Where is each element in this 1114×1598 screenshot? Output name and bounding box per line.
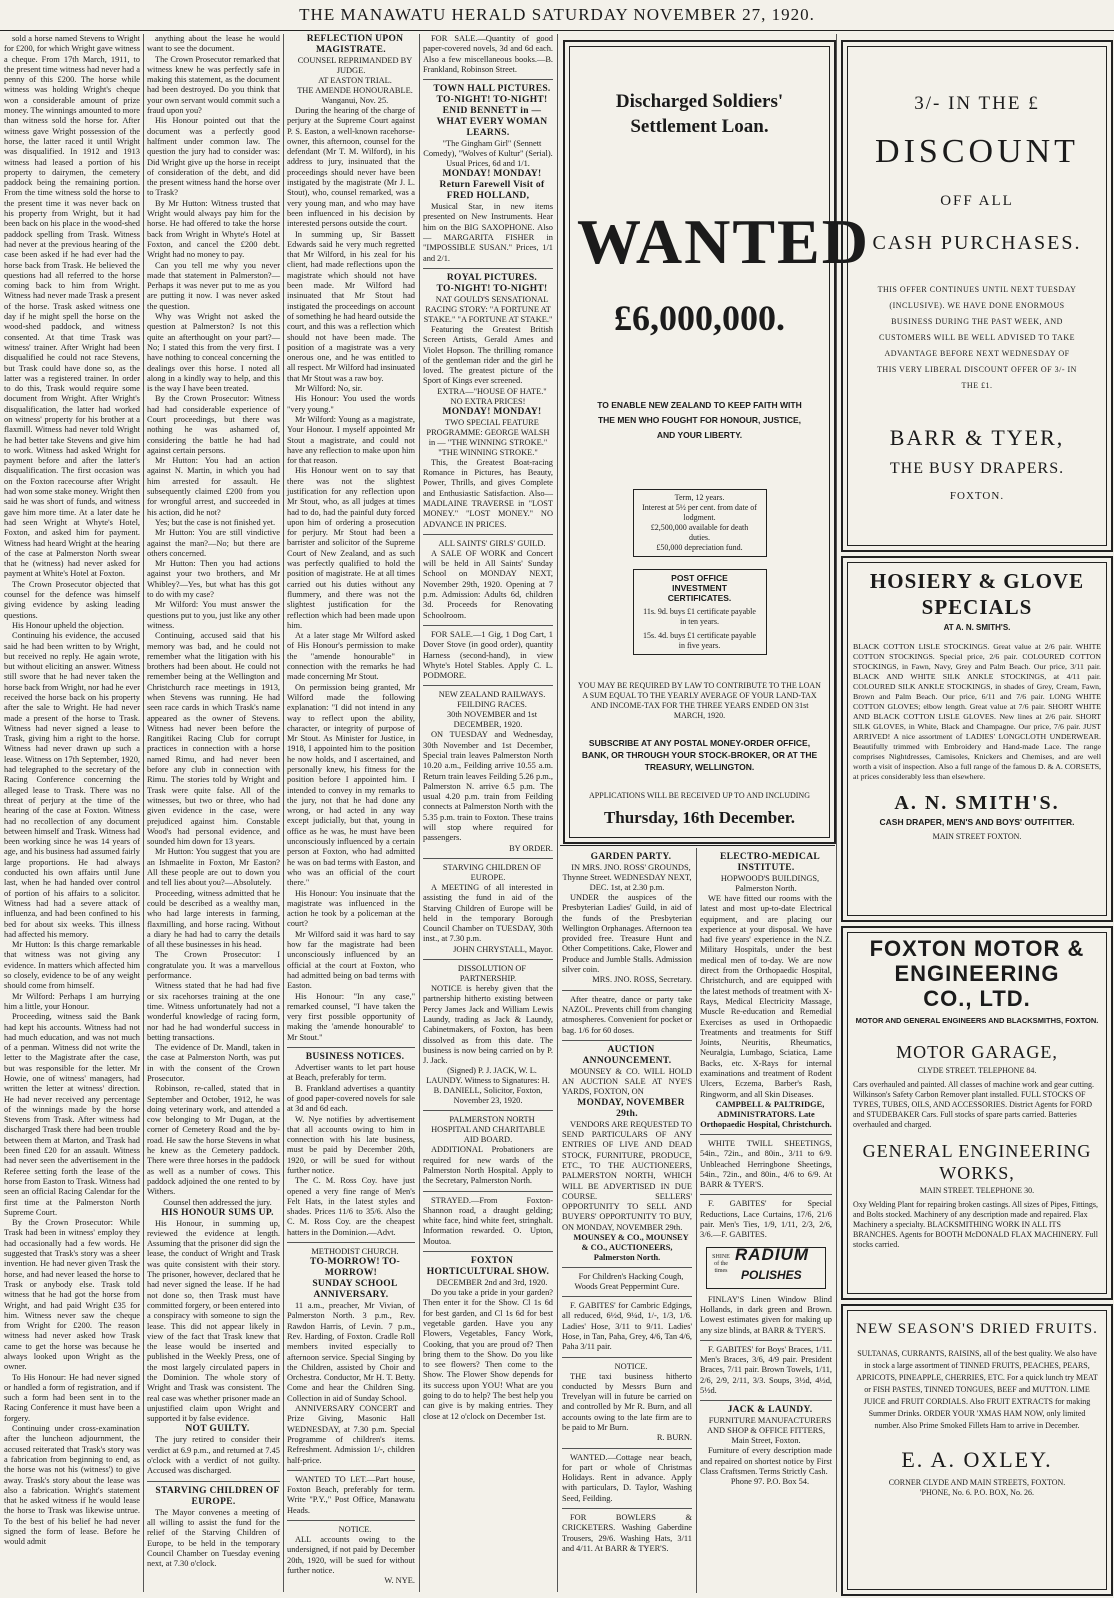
signature: JOHN CHRYSTALL, Mayor. bbox=[453, 944, 553, 954]
article-paragraph: His Honour pointed out that the document was a perfectly good halfment under common law. The question the jury had to consider was: Did Wright give up the horse in receipt of consideration of the debt, and did the present witness hand the horse over to Trask? bbox=[147, 116, 280, 198]
article-paragraph: Mr Wilford: Perhaps I am hurrying him a little, your Honour. bbox=[4, 991, 140, 1011]
ad-title: NEW SEASON'S DRIED FRUITS. bbox=[856, 1321, 1098, 1337]
ad-text: THE taxi business hitherto conducted by Messrs Burn and Trevelyan will in future be carried on and controlled by Mr R. Burn, and all accounts owing to the late firm are to be paid to Mr Burn. bbox=[562, 1371, 692, 1432]
hosiery-advertisement bbox=[841, 556, 1113, 922]
classified-ad: WANTED.—Cottage near beach, for part or whole of Christmas Holidays. Rent in advance. Apply with particulars, D. Taylor, Washing Seed, Feilding. bbox=[562, 1452, 692, 1503]
po-heading: POST OFFICE bbox=[671, 573, 728, 583]
radium-logo: RADIUM bbox=[735, 1244, 809, 1264]
ad-text: MOUNSEY & CO. WILL HOLD AN AUCTION SALE AT NYE'S YARDS, FOXTON, ON bbox=[562, 1066, 692, 1097]
signature: CAMPBELL & PALTRIDGE, ADMINISTRATORS. Late Orthopaedic Hospital, Christchurch. bbox=[700, 1099, 832, 1129]
off-all: OFF ALL bbox=[940, 193, 1014, 209]
radium-polish-ad bbox=[706, 1244, 826, 1289]
article-paragraph: Counsel then addressed the jury. bbox=[163, 1197, 272, 1207]
wanted-headline: WANTED bbox=[577, 206, 870, 277]
article-paragraph: At a later stage Mr Wilford asked of His Honour's permission to make the "amende honourable" in connection with the remarks he had made concerning Mr Stout. bbox=[287, 631, 415, 682]
ad-text: VENDORS ARE REQUESTED TO SEND PARTICULARS OF ANY ENTRIES OF LIVE AND DEAD STOCK, FURNITURE, PRODUCE, ETC., TO THE AUCTIONEERS, PALMERSTON NORTH, WHICH WILL BE ADVERTISED IN DUE COURSE. SELLERS' OPPORTUNITY TO SELL AND BUYERS' OPPORTUNITY TO BUY, ON MONDAY, NOVEMBER 29th. bbox=[562, 1119, 692, 1232]
ad-heading: TO-NIGHT! TO-NIGHT! bbox=[436, 95, 548, 106]
signature: BY ORDER. bbox=[509, 843, 553, 853]
article-paragraph: His Honour: You insinuate that the magistrate was influenced in the action he took by a policeman at the court? bbox=[287, 888, 415, 929]
signature: MOUNSEY & CO., MOUNSEY & CO., AUCTIONEERS, Palmerston North. bbox=[573, 1233, 689, 1263]
ad-text: ADDITIONAL Probationers are required for new wards of the Palmerston North Hospital. Apply to the Secretary, Palmerston North. bbox=[423, 1145, 553, 1186]
divider bbox=[700, 1340, 832, 1341]
ad-text: A MEETING of all interested in assisting the fund in aid of the Starving Children of Europe will be held in the temporary Borough Council Chamber on TUESDAY, 30th inst., at 7.30 p.m. bbox=[423, 882, 553, 944]
ad-heading: NOTICE. bbox=[614, 1361, 648, 1371]
article-paragraph: Can you tell me why you never made that statement in Palmerston?—Perhaps it was never put to me as you are putting it now. I was never asked the question. bbox=[147, 260, 280, 311]
signature: MRS. JNO. ROSS, Secretary. bbox=[592, 975, 692, 985]
divider bbox=[700, 1194, 832, 1195]
garage-text: Cars overhauled and painted. All classes of machine work and gear cutting. Wilkinson's Safety Carbon Remover plant installed. FULL STOCKS OF TYRES, TUBES, OILS, AND ACCESSORIES. District Agents for FORD and STUDEBAKER Cars. Full stocks of spare parts carried. Batteries overhauled and charged. bbox=[853, 1080, 1095, 1129]
store-tagline: CASH DRAPER, MEN'S AND BOYS' OUTFITTER. bbox=[879, 817, 1075, 827]
column-4 bbox=[423, 34, 553, 1594]
ad-heading: ALL SAINTS' GIRLS' GUILD. bbox=[438, 538, 546, 548]
ad-line: THE MEN WHO FOUGHT FOR HONOUR, JUSTICE, bbox=[597, 415, 802, 425]
ad-heading: STARVING CHILDREN OF EUROPE. bbox=[442, 862, 542, 882]
ad-heading: 30th NOVEMBER and 1st DECEMBER, 1920. bbox=[446, 710, 538, 730]
article-paragraph: The Crown Prosecutor: I congratulate you. It was a marvellous performance. bbox=[147, 950, 280, 981]
article-paragraph: The Crown Prosecutor objected that counsel for the defence was himself giving evidence by asking leading questions. bbox=[4, 579, 140, 620]
ad-heading: MONDAY! MONDAY! bbox=[442, 406, 542, 417]
ad-content bbox=[853, 936, 1101, 1250]
applications-text: APPLICATIONS WILL BE RECEIVED UP TO AND INCLUDING bbox=[589, 791, 810, 800]
store-address: MAIN STREET FOXTON. bbox=[932, 832, 1022, 841]
divider bbox=[423, 79, 553, 80]
article-paragraph: Proceeding, witness said the Bank had kept his accounts. Witness had not had much education, and was not much of a penman. Witness did not write the letter to the Magistrate after the case, but was responsible for the letter. Mr Howie, one of witness' managers, had written the letter at witness' direction. He had never received any percentage of the winnings made by the horse Stevens from Trask. After witness had discharged Trask there had been trouble between them at Marton, and Trask had been fined £20 for an assault. Witness had never seen the advertisement in the Referee setting forth the lease of the horse from Easton to Trask. Witness had seen an official Racing Calendar for the first time at the Palmerston North Supreme Court. bbox=[4, 1012, 140, 1217]
article-paragraph: Mr Hutton: You had an action against N. Martin, in which you had him arrested for assault. He subsequently claimed £200 from you for wrongful arrest, and succeeded in his action, did he not? bbox=[147, 456, 280, 517]
article-paragraph: Mr Wilford: Young as a magistrate, Your Honour. I myself appointed Mr Stout a magistrate, and could not have any reflection to make upon him for that reason. bbox=[287, 414, 415, 466]
divider bbox=[423, 959, 553, 960]
ad-text: A SALE OF WORK and Concert will be held in All Saints' Sunday School on MONDAY NEXT, November 29th, 1920. Opening at 7 p.m. Admission: Adults 6d, children 3d. Proceeds for Renovating Schoolroom. bbox=[423, 548, 553, 620]
ad-text: F. GABITES' for Cambric Edgings, all reduced, 6½d, 9¼d, 1/-, 1/3, 1/6. Ladies' Hose, 3/11 to 9/11. Ladies' Hose, in Tan, Paha, Grey, 4/6, Tan 4/6, Paha 3/11 pair. bbox=[562, 1301, 692, 1352]
ad-heading: Return Farewell Visit of FRED HOLLAND, bbox=[439, 180, 545, 202]
ad-heading: NOTICE. bbox=[338, 1525, 372, 1534]
shine-label: SHINE of the times bbox=[712, 1253, 730, 1274]
discount-rate: 3/- IN THE £ bbox=[914, 93, 1040, 114]
ad-heading: GARDEN PARTY. bbox=[590, 852, 672, 862]
article-paragraph: Robinson, re-called, stated that in September and October, 1912, he was doing veterinary work, and attended a cow belonging to Mr Dugan, at the corner of Cemetery Road and the by-road. He saw the horse Stevens in what he knew as the Cemetery paddock. There were three horses in the paddock as well as a number of cows. This paddock adjoined the one rented to by Withers. bbox=[147, 1084, 280, 1197]
ad-text: F. GABITES' for Special Reductions, Lace Curtains, 17/6, 21/6 pair. Men's Ties, 1/9, 1/11, 2/3, 2/6, 3/6.—F. GABITES. bbox=[700, 1199, 832, 1240]
divider bbox=[423, 1110, 553, 1111]
column-6-lower bbox=[700, 852, 832, 1592]
article-paragraph: Continuing under cross-examination after the luncheon adjournment, the accused reiterated that Trask's story was a fabrication from beginning to end, as the horse was not his (witness') to give away. Trask's story about the lease was also a fabrication. Wright's statement that he asked witness if he would lease the horse to Trask was likewise untrue. To the best of his belief he had never signed the form of lease. Before he would admit bbox=[4, 1424, 140, 1547]
divider bbox=[423, 1251, 553, 1252]
divider bbox=[562, 1267, 692, 1268]
classified-ad: WANTED TO LET.—Part house, Foxton Beach, preferably for term. Write "P.Y.," Post Office, Manawatu Heads. bbox=[287, 1474, 415, 1515]
cash-purchases: CASH PURCHASES. bbox=[872, 232, 1082, 254]
ad-text: Featuring the Greatest British Screen Artists, Gerald Ames and Violet Hopson. The thrilling romance of the gentleman rider and the girl he loved. The greatest picture of the Sport of Kings ever screened. bbox=[423, 324, 553, 386]
ad-subheading: HOPWOOD'S BUILDINGS, Palmerston North. bbox=[720, 874, 820, 893]
loan-advertisement bbox=[563, 40, 870, 844]
ad-text: For Children's Hacking Cough, Woods Great Peppermint Cure. bbox=[574, 1272, 684, 1292]
ad-title: Settlement Loan. bbox=[630, 116, 769, 137]
ad-text: Furniture of every description made and repaired on shortest notice by First Class Craftsmen. Terms Strictly Cash. bbox=[700, 1446, 832, 1476]
closing-date: Thursday, 16th December. bbox=[603, 808, 796, 827]
motor-advertisement bbox=[841, 926, 1113, 1300]
terms-box bbox=[633, 489, 767, 557]
ad-text: Do you take a pride in your garden? Then enter it for the Show. Cl 1s 6d for best garden, and Cl 1s 6d for best vegetable garden. Have you any Flowers, Vegetables, Fancy Work, Cooking, that you are proud of? Then bring them to the Show. Do you like to see flowers? Then come to the Show. The Flower Show depends for its success upon YOU! What are you going to do to help? The best help you can give is by making entries. They close at 12 o'clock on December 1st. bbox=[423, 1288, 553, 1421]
article-paragraph: During the hearing of the charge of perjury at the Supreme Court against P. S. Easton, a well-known racehorse-owner, this afternoon, counsel for the defendant (Mr T. M. Wilford), in his address to jury, insinuated that the proceedings should never have been instigated by the magistrate (Mr J. L. Stout), who, counsel remarked, was a very young man, and who may have been influenced in his decision by interested persons outside the court. bbox=[287, 106, 415, 229]
article-paragraph: His Honour: You used the words "very young." bbox=[287, 394, 415, 414]
classified-ad: STRAYED.—From Foxton-Shannon road, a draught gelding; white face, hind white feet, stringhalt. Information rewarded. O. Upton, Moutoa. bbox=[423, 1195, 553, 1246]
ad-heading: FEILDING RACES. bbox=[457, 700, 527, 710]
article-paragraph: His Honour went on to say that there was not the slightest justification for any reflection upon Mr Stout, who, as all judges at times had to do, had the painful duty forced upon him of ordering a prosecution for perjury. Mr Stout had been a barrister and solicitor of the Supreme Court of New Zealand, and as such was perfectly qualified to hold the position of magistrate. He at all times carried out his duties without any flummery, and there was not the slightest justification for the reflection which had been made upon him. bbox=[287, 466, 415, 630]
store-name: BARR & TYER, bbox=[889, 425, 1065, 450]
ad-subheading: IN MRS. JNO. ROSS' GROUNDS, Thynne Street. WEDNESDAY NEXT, DEC. 1st, at 2.30 p.m. bbox=[562, 863, 692, 892]
article-paragraph: The Mayor convenes a meeting of all willing to assist the fund for the relief of the Starving Children of Europe, to be held in the temporary Council Chamber on Tuesday evening next, at 7.30 o'clock. bbox=[147, 1507, 280, 1569]
term-line: Term, 12 years. bbox=[674, 493, 725, 502]
masthead: THE MANAWATU HERALD SATURDAY NOVEMBER 27, 1920. bbox=[0, 0, 1114, 31]
article-paragraph: Mr Hutton: You are still vindictive against the man?—No; but there are others concerned. bbox=[147, 528, 280, 558]
divider bbox=[562, 1357, 692, 1358]
article-paragraph: Mr Hutton: Is this charge remarkable that witness was not giving any evidence. In matters which affected him so closely, evidence to be of any weight should come from himself. bbox=[4, 940, 140, 991]
divider bbox=[147, 1481, 280, 1482]
column-rule bbox=[283, 34, 284, 1592]
subheading: THE AMENDE HONOURABLE. bbox=[297, 86, 413, 95]
divider bbox=[562, 1448, 692, 1449]
article-paragraph: Why was Wright not asked the question at Palmerston? Is not this quite an afterthought on your part?—No; I stated this from the very first. I have nothing to conceal concerning the dealings over this horse. I noted all along in a kindly way to help, and this is the way I have been treated. bbox=[147, 312, 280, 394]
fruits-text: SULTANAS, CURRANTS, RAISINS, all of the best quality. We also have in stock a large assortment of TINNED FRUITS, PEACHES, PEARS, APRICOTS, PINEAPPLE, CHERRIES, ETC. For a quick lunch try MEAT or FISH PASTES, TINNED TONGUES, BEEF and MUTTON. LIME JUICE and FRUIT CORDIALS. Also FRUIT EXTRACTS for making Summer Drinks. ORDER YOUR 'XMAS HAM NOW, only limited number. Also Prime Smoked Fillets Ham to arrive in December. bbox=[856, 1349, 1098, 1430]
ad-heading: WHAT EVERY WOMAN LEARNS. bbox=[436, 117, 548, 139]
ad-text: FINLAY'S Linen Window Blind Hollands, in dark green and Brown. Lowest estimates given for making up any size blinds, at BARR & TYER'S. bbox=[700, 1294, 832, 1335]
article-paragraph: Mr Wilford said it was hard to say how far the magistrate had been unconsciously influenced by an official at the court at Foxton, who had admitted being on bad terms with Easton. bbox=[287, 929, 415, 991]
ad-heading: DECEMBER 2nd and 3rd, 1920. bbox=[436, 1278, 548, 1288]
polishes-logo: POLISHES bbox=[741, 1267, 802, 1282]
ad-text: ALL accounts owing to the undersigned, if not paid by December 20th, 1920, will be sued for without further notice. bbox=[287, 1535, 415, 1575]
dateline: Wanganui, Nov. 25. bbox=[321, 96, 389, 105]
divider bbox=[287, 1047, 415, 1048]
column-3 bbox=[287, 34, 415, 1594]
term-line: £50,000 depreciation fund. bbox=[656, 543, 743, 552]
article-paragraph: The Crown Prosecutor remarked that witness knew he was perfectly safe in making this statement, as the document had been destroyed. Do you think that your own servant would commit such a fraud upon you? bbox=[147, 54, 280, 116]
article-paragraph: Yes; but the case is not finished yet. bbox=[155, 517, 276, 527]
ad-line: TO ENABLE NEW ZEALAND TO KEEP FAITH WITH bbox=[597, 400, 802, 410]
store-tagline: THE BUSY DRAPERS. bbox=[889, 460, 1065, 477]
store-address: CORNER CLYDE AND MAIN STREETS, FOXTON. bbox=[888, 1478, 1066, 1487]
ad-title: ENGINEERING bbox=[894, 961, 1060, 986]
ad-subtitle: AT A. N. SMITH'S. bbox=[943, 623, 1011, 632]
ad-heading: FOXTON HORTICULTURAL SHOW. bbox=[426, 1256, 550, 1278]
classified-ad: FOR SALE.—1 Gig, 1 Dog Cart, 1 Dover Stove (in good order), quantity Harness (second-hand), in view Whyte's Hotel Stables. Apply C. L. PODMORE. bbox=[423, 629, 553, 681]
divider bbox=[423, 625, 553, 626]
ad-heading: SUNDAY SCHOOL ANNIVERSARY. bbox=[312, 1279, 398, 1301]
ad-heading: TOWN HALL PICTURES. bbox=[433, 84, 551, 95]
hosiery-list: BLACK COTTON LISLE STOCKINGS. Great value at 2/6 pair. WHITE COTTON STOCKINGS. Special price, 2/6 pair. COLOURED COTTON STOCKINGS, in Fawn, Navy, Grey and Palm Beach. Our price, 3/11 pair. BLACK AND WHITE SILK ANKLE STOCKINGS, at 4/11 pair. COLOURED SILK ANKLE STOCKINGS, in shades of Grey, Cream, Fawn, Brown and Palm Beach. Our price, 6/11 and 7/6 pair. LONG WHITE COTTON GLOVES; elbow length. Great value at 7/6 pair. SHORT WHITE AND BLACK COTTON LISLE GLOVES. New lines at 2/6 pair. SHORT SILK GLOVES, in White, Black and Champagne. Our price, 7/6 pair. JUST ARRIVED! A nice assortment of LADIES' LONGCLOTH UNDERWEAR. Beautifully trimmed with Embroidery and Hand-made Lace. The range comprises Nightdresses, Camisoles, Knickers and Chemises, and are well worth a visit of inspection. Also a full range of the famous D. & A. CORSETS, at prices considerably less than elsewhere. bbox=[853, 642, 1101, 781]
ad-title: HOSIERY & GLOVE bbox=[869, 569, 1085, 593]
ad-heading: ENID BENNETT in — bbox=[442, 106, 542, 117]
section-title: MOTOR GARAGE, bbox=[896, 1042, 1058, 1062]
subheading: COUNSEL REPRIMANDED BY JUDGE. bbox=[297, 56, 413, 75]
ad-text: Musical Star, in new items presented on New Instruments. Hear him on the BIG SAXOPHONE. Also — MARGARITA FISHER in "IMPOSSIBLE SUSAN." Prices, 1/1 and 2/1. bbox=[423, 202, 553, 263]
subheading: AT EASTON TRIAL. bbox=[318, 76, 392, 85]
ad-heading: NEW ZEALAND RAILWAYS. bbox=[438, 690, 546, 700]
divider bbox=[700, 1134, 832, 1135]
section-heading: HIS HONOUR SUMS UP. bbox=[161, 1207, 274, 1218]
section-title: GENERAL ENGINEERING bbox=[862, 1141, 1092, 1161]
ad-text: "The Gingham Girl" (Sennett Comedy), "Wolves of Kultur" (Serial). Usual Prices, 6d and 1/1. bbox=[423, 139, 553, 169]
dried-fruits-advertisement bbox=[841, 1304, 1113, 1596]
ad-text: NOTICE is hereby given that the partnership hitherto existing between Percy James Jack and William Lewis Laundy, trading as Jack & Laundy, Cabinetmakers, of Foxton, has been dissolved as from this date. The business is now being carried on by P. J. Jack. bbox=[423, 984, 553, 1066]
ad-heading: AUCTION ANNOUNCEMENT. bbox=[582, 1044, 672, 1066]
article-paragraph: Witness stated that he had had five or six racehorses training at the one time. Witness unfortunately had not a wonderful knowledge of racing form, nor had he had wonderful success in betting transactions. bbox=[147, 981, 280, 1042]
ad-line: AND YOUR LIBERTY. bbox=[656, 430, 743, 440]
section-heading: STARVING CHILDREN OF EUROPE. bbox=[155, 1485, 280, 1507]
term-line: Interest at 5½ per cent. from date of lodgment. bbox=[642, 503, 757, 522]
ad-text: TWO SPECIAL FEATURE PROGRAMME: GEORGE WALSH in — "THE WINNING STROKE." "THE WINNING STROKE." bbox=[426, 417, 550, 457]
section-heading: BUSINESS NOTICES. bbox=[305, 1052, 405, 1063]
ad-text: ANNIVERSARY CONCERT and Prize Giving, Masonic Hall WEDNESDAY, at 7.30 p.m. Special Programme of children's items. Refreshment. Admission 1/-, children half-price. bbox=[287, 1404, 415, 1465]
ad-title: CO., LTD. bbox=[923, 986, 1031, 1011]
article-paragraph: sold a horse named Stevens to Wright for £200, for which Wright gave witness a cheque. From 17th March, 1911, to the present time witness had never had a penny of this £200. The horse while witness was holding Wright's cheque won a considerable amount of prize money. The winnings amounted to more than witness sold the horse for. After witness gave Wright possession of the horse, the latter raced it until Wright was disqualified. In 1912 and 1913 witness had leased a portion of his property to dairymen, the cemetery paddock being the remaining portion. From the time witness sold the horse to the present time it was never back on his property from Wright, but it had been back on his place in the wood-shed paddock spelling from Trask. Witness had never at the previous hearing of the case been asked if he had ever had the horse back from Trask. He believed the questions had all referred to the horse coming back to him from Wright. Witness had never made Trask a present of the horse. Trask asked witness one day if he might spell the horse on the wood-shed paddock, and witness consented. At that time Trask was witness' trainer. After Wright had been disqualified he could not race Stevens, but Trask could have done so, as the latter was a registered trainer. In order to do this, Trask would require some document from Wright. After Wright's disqualification, the latter had worked on witness' property for his brother at a flaxmill. Witness had never told Wright he had better take Stevens and give him to work. Witness had asked Wright for payment before and after the latter's disqualification. The first occasion was on the Foxton racecourse after Wright had won some stake money. Wright then said he was short of funds, and witness gave him more time. At a later date he had seen Wright at Whyte's Hotel, Foxton, and asked him for payment. Witness had heard Wright at the hearing of the case at Palmerston North swear that he (witness) had never asked for payment at White's Hotel at Foxton. bbox=[4, 34, 140, 579]
article-paragraph: Proceeding, witness admitted that he could be described as a wealthy man, who had large interests in farming, flaxmilling, and horse racing. Without a diary he had had to carry the details of all these businesses in his head. bbox=[147, 888, 280, 950]
article-paragraph: Continuing, accused said that his memory was bad, and he could not remember what the litigation with his brothers had been about. He could not remember being at the Wellington and Christchurch race meetings in 1913, when Stevens was running. He had seen race cards in which Trask's name appeared as the owner of Stevens. Witness had never been before the Rangitikei Racing Club for corrupt practices in connection with a horse named Rimu, and had never been before any club in connection with Rimu. The stories told by Wright and Trask were quite false. All of the witnesses, but two or three, who had given evidence in the case, were prejudiced against him. Constable Wood's had personal evidence, and sounded him down for 13 years. bbox=[147, 631, 280, 847]
article-paragraph: Mr Wilford: No, sir. bbox=[295, 384, 363, 394]
ad-heading: TO-NIGHT! TO-NIGHT! bbox=[436, 283, 548, 294]
column-2 bbox=[147, 34, 280, 1594]
section-title: WORKS, bbox=[939, 1163, 1015, 1183]
ad-heading: PALMERSTON NORTH HOSPITAL AND CHARITABLE AID BOARD. bbox=[431, 1115, 545, 1145]
offer-text: THIS OFFER CONTINUES UNTIL NEXT TUESDAY (INCLUSIVE). WE HAVE DONE ENORMOUS BUSINESS DURING THE PAST WEEK, AND CUSTOMERS WILL BE WELL ADVISED TO TAKE ADVANTAGE BEFORE NEXT WEDNESDAY OF THIS VERY LIBERAL DISCOUNT OFFER OF 3/- IN THE £1. bbox=[877, 285, 1077, 390]
ad-subheading: FURNITURE MANUFACTURERS AND SHOP & OFFICE FITTERS, Main Street, Foxton. bbox=[706, 1416, 832, 1446]
ad-text: NAT GOULD'S SENSATIONAL RACING STORY: "A FORTUNE AT STAKE." "A FORTUNE AT STAKE." bbox=[423, 294, 553, 324]
ad-contact: Phone 97. P.O. Box 54. bbox=[730, 1477, 810, 1487]
article-paragraph: His Honour, in summing up, reviewed the evidence at length. Assuming that the prisoner did sign the lease, the conduct of Wright and Trask was quite consistent with their story. The prisoner, however, declared that he had never signed the lease. If he had not done so, then Trask must have committed forgery, or been entered into a conspiracy with someone to sign the lease. This did not appear likely in view of the fact that Trask knew that the lease would be inserted and published in the Weekly Press, one of the most largely circulated papers in the Dominion. The whole story of Wright and Trask was consistent. The real case was whether prisoner made an unjustified claim upon Wright and supported it by false evidence. bbox=[147, 1218, 281, 1424]
divider bbox=[562, 1508, 692, 1509]
signature: R. BURN. bbox=[656, 1433, 692, 1443]
divider bbox=[423, 1191, 553, 1192]
works-text: Oxy Welding Plant for repairing broken castings. All sizes of Pipes, Fittings, and Bolts stocked. Machinery of any description made and repaired. Flax Machinery a specialty. BLACKSMITHING WORK IN ALL ITS BRANCHES. Agents for BOOTH McDONALD FLAX MACHINERY. Full stocks carried. bbox=[853, 1200, 1098, 1249]
loan-amount: £6,000,000. bbox=[614, 298, 785, 338]
article-paragraph: On permission being granted, Mr Wilford made the following explanation: "I did not intend in any way to reflect upon the ability, character, or integrity of purpose of Mr Stout. As Minister for Justice, in 1918, I appointed him to the position he now holds, and I ascertained, and personally knew, his fitness for the position before I appointed him. I intended to convey in my remarks to the jury, not that he had done any wrong, or had acted in any way except judicially, but that, young in office as he was, he must have been unconsciously influenced by a certain person at Foxton, who had admitted he was on bad terms with Easton, and who was an official of the court there." bbox=[287, 682, 415, 888]
ad-content bbox=[577, 90, 870, 829]
column-rule bbox=[696, 848, 697, 1593]
ad-text: WE have fitted our rooms with the latest and most up-to-date Electrical equipment, and are placing our experience at your disposal. We have had five years' experience in the N.Z. Military Hospitals, under the best medical men of to-day. We are now direct from the Orthopaedic Hospital, Christchurch, and are equipped with the latest methods of treatment with X-Rays, Medical Electricity Massage, Muscle Re-education and Remedial Exercises as used in Orthopaedic Treatments and treatments for Stiff Joints, Neuritis, Rheumatics, Neuralgia, Lumbago, Sciatica, Lame Backs, etc. X-Rays for internal examinations and treatment of Rodent Ulcers, Eczema, Barber's Rash, Ringworm, and all Skin Diseases. bbox=[700, 894, 832, 1099]
ad-title: Discharged Soldiers' bbox=[615, 91, 784, 112]
column-rule bbox=[419, 34, 420, 1592]
ad-content bbox=[853, 90, 1101, 504]
store-name: E. A. OXLEY. bbox=[901, 1447, 1053, 1472]
ad-text: This, the Greatest Boat-racing Romance in Pictures, has Beauty, Power, Thrills, and gives Complete and Enthusiastic Satisfaction. Also—MADLAINE TRAVERSE in "LOST MONEY." "LOST MONEY." NO ADVANCE IN PRICES. bbox=[423, 457, 553, 529]
notice-paragraph: W. Nye notifies by advertisement that all accounts owing to him in connection with his late business, must be paid by December 20th, 1920, or will be sued for without further notice. bbox=[287, 1114, 415, 1175]
ad-text: ON TUESDAY and Wednesday, 30th November and 1st December, Special train leaves Palmerston North 10.20 a.m., Feilding arrive 10.55 a.m. Return train leaves Feilding 5.26 p.m., Palmerston N. arrive 6.5 p.m. The usual 4.20 p.m. train from Feilding connects at Palmerston North with the 5.35 p.m. train to Foxton. These trains will stop where required for passengers. bbox=[423, 730, 553, 843]
divider bbox=[423, 268, 553, 269]
ad-title: SPECIALS bbox=[921, 595, 1033, 619]
article-paragraph: Mr Hutton: Then you had actions against your two brothers, and Mr Whibley?—Yes, but what has this got to do with my case? bbox=[147, 559, 280, 600]
ad-heading: TO-MORROW! TO-MORROW! bbox=[310, 1257, 400, 1279]
ad-title: FOXTON MOTOR & bbox=[869, 936, 1085, 961]
section-heading: NOT GUILTY. bbox=[185, 1424, 250, 1435]
ad-text: 11 a.m., preacher, Mr Vivian, of Palmerston North. 3 p.m., Rev. Rawdon Harris, of Levin. 7 p.m., Rev. Harding, of Foxton. Cradle Roll members invited especially to afternoon service. Special Singing by the Children, assisted by Choir and Orchestra. Conductor, Mr H. T. Betty. Come and hear the Children Sing. Collection in aid of Sunday School. bbox=[287, 1301, 415, 1403]
article-paragraph: To His Honour: He had never signed or handled a form of registration, and if such a form had been sent in to the Racing Conference it must have been a forgery. bbox=[4, 1372, 140, 1423]
article-paragraph: By the Crown Prosecutor: Witness had had considerable experience of Court proceedings, but there was nothing he was ashamed of, considering the battle he had had against certain persons. bbox=[147, 394, 280, 455]
store-town: FOXTON. bbox=[949, 490, 1005, 502]
ad-content bbox=[853, 568, 1101, 842]
store-contact: 'PHONE, No. 6. P.O. BOX, No. 26. bbox=[920, 1488, 1034, 1497]
ad-heading: DISSOLUTION OF PARTNERSHIP. bbox=[457, 964, 527, 984]
notice-paragraph: Advertiser wants to let part house at Beach, preferably for term. bbox=[287, 1063, 415, 1083]
ad-text: EXTRA—"HOUSE OF HATE." NO EXTRA PRICES! bbox=[437, 386, 547, 406]
term-line: £2,500,000 available for death duties. bbox=[650, 523, 749, 542]
divider bbox=[562, 990, 692, 991]
divider bbox=[287, 1242, 415, 1243]
ad-text: UNDER the auspices of the Presbyterian Ladies' Guild, in aid of the funds of the Presbyterian Wellington Orphanages. Afternoon tea provided free. Treasure Hunt and Other Competitions. Cake, Flower and Produce and Jumble Stalls. Admission silver coin. bbox=[562, 893, 692, 975]
po-certificates-box bbox=[633, 569, 767, 655]
signature: (Signed) P. J. JACK, W. L. LAUNDY. Witness to Signatures: H. B. DANIELL, Solicitor, Foxton, November 23, 1920. bbox=[426, 1066, 550, 1106]
column-5-lower bbox=[562, 852, 692, 1592]
column-1 bbox=[4, 34, 140, 1594]
article-paragraph: Continuing his evidence, the accused said he had been written to by Wright, but received no reply. He again wrote, but without eliciting an answer. Witness still swore that he had never taken the horse back from Wright, nor had he ever received the horse back on his property after the sale to Wright. He had never made a present of the horse to Trask. Witness had never signed a lease to Trask, giving him a right to the horse. Witness had never drawn up such a lease. Witness on 17th September, 1920, had telegraphed to the secretary of the Racing Conference concerning the alleged lease to Trask. There was no threat of perjury at the time of the hearing of the case at Foxton. Witness had no recollection of any document between himself and Trask. Witness had been working since he was 14 years of age, and his business had assumed fairly large proportions. He had always conducted his own affairs until June last, when he had handed over control of portion of his affairs to a solicitor. Witness had had a severe attack of influenza, and had been confined to his bed for about six weeks. This illness had affected his memory. bbox=[4, 631, 140, 939]
headline: REFLECTION UPON MAGISTRATE. bbox=[306, 34, 404, 55]
article-paragraph: Mr Hutton: You suggest that you are an Ishmaelite in Foxton, Mr Easton? All these people are out to down you and tell lies about you?—Absolutely. bbox=[147, 847, 280, 888]
ad-text: WHITE TWILL SHEETINGS, 54in., 72in., and 80in., 3/11 to 6/9. Unbleached Herringbone Sheetings, 54in., 72in., and 80in., 4/6 to 6/9. At BARR & TYER'S. bbox=[700, 1138, 832, 1190]
article-paragraph: His Honour: "In any case," remarked counsel, "I have taken the very first possible opportunity of making the 'amende honourable' to Mr Stout." bbox=[287, 991, 415, 1042]
column-rule bbox=[143, 34, 144, 1592]
address-line: MAIN STREET. TELEPHONE 30. bbox=[919, 1186, 1035, 1195]
ad-text: F. GABITES' for Boys' Braces, 1/11. Men's Braces, 3/6, 4/9 pair. President Braces, 7/11 pair. Brown Towels, 1/11, 2/6, 2/9, 2/11, 3/3. Soups, 3½d, 4½d, 5½d. bbox=[700, 1344, 832, 1395]
store-name: A. N. SMITH'S. bbox=[894, 792, 1060, 814]
notice-paragraph: The C. M. Ross Coy. have just opened a very fine range of Men's Felt Hats, in the latest styles and shades. Prices 11/6 to 35/6. Also the C. M. Ross Coy. are the cheapest hatters in the Dominion.—Advt. bbox=[287, 1176, 415, 1237]
divider bbox=[423, 858, 553, 859]
article-paragraph: By Mr Hutton: Witness trusted that Wright would always pay him for the horse. He had offered to take the horse back from Wright in Whyte's Hotel at Foxton, and cancel the £200 debt. Wright had no money to pay. bbox=[147, 198, 280, 260]
notice-paragraph: B. Frankland advertises a quantity of good paper-covered novels for sale at 3d and 6d each. bbox=[287, 1083, 415, 1114]
ad-heading: ROYAL PICTURES. bbox=[446, 272, 538, 283]
divider bbox=[423, 534, 553, 535]
article-paragraph: anything about the lease he would want to see the document. bbox=[147, 34, 280, 54]
ad-heading: MONDAY, NOVEMBER 29th. bbox=[577, 1097, 685, 1119]
ad-text: After theatre, dance or party take NAZOL. Prevents chill from changing atmospheres. Convenient for pocket or bag. 1/6 for 60 doses. bbox=[562, 994, 693, 1035]
po-line: 15s. 4d. buys £1 certificate payable in five years. bbox=[642, 631, 757, 650]
divider bbox=[700, 1400, 832, 1401]
ad-subtitle: MOTOR AND GENERAL ENGINEERS AND BLACKSMITHS, FOXTON. bbox=[855, 1016, 1099, 1025]
address-line: CLYDE STREET. TELEPHONE 84. bbox=[917, 1066, 1037, 1075]
ad-heading: METHODIST CHURCH. bbox=[311, 1247, 399, 1257]
po-line: 11s. 9d. buys £1 certificate payable in ten years. bbox=[643, 607, 756, 626]
ad-text: FOR BOWLERS & CRICKETERS. Washing Gaberdine Trousers, 29/6. Washing Hats, 3/11 and 4/11. At BARR & TYER'S. bbox=[562, 1513, 692, 1553]
column-rule bbox=[557, 34, 558, 1592]
classified-ad: FOR SALE.—Quantity of good paper-covered novels, 3d and 6d each. Also a few miscellaneous books.—B. Frankland, Robinson Street. bbox=[423, 34, 553, 74]
article-paragraph: The jury retired to consider their verdict at 6.9 p.m., and returned at 7.45 o'clock with a verdict of not guilty. Accused was discharged. bbox=[147, 1435, 280, 1476]
article-paragraph: In summing up, Sir Bassett Edwards said he very much regretted that Mr Wilford, in his zeal for his client, had made reflections upon the magistrate which should not have been made. Mr Wilford had insinuated that Mr Stout had instigated the proceedings on account of something he had heard outside the court, and this was a reflection which should not have been made. The position of a magistrate was a very onerous one, and he was entitled to all respect. Mr Wilford had insinuated that Mr Stout was a raw boy. bbox=[287, 229, 415, 383]
discount-headline: DISCOUNT bbox=[875, 133, 1079, 170]
article-paragraph: The evidence of Dr. Mandl, taken in the case at Palmerston North, was put in with the consent of the Crown Prosecutor. bbox=[147, 1043, 280, 1083]
ad-heading: ELECTRO-MEDICAL INSTITUTE. bbox=[719, 852, 821, 873]
divider bbox=[562, 1040, 692, 1041]
article-paragraph: His Honour upheld the objection. bbox=[12, 620, 124, 630]
requirement-text: YOU MAY BE REQUIRED BY LAW TO CONTRIBUTE TO THE LOAN A SUM EQUAL TO THE YEARLY AVERAGE OF YOUR LAND-TAX AND INCOME-TAX FOR THE THREE YEARS ENDED ON 31st MARCH, 1920. bbox=[578, 681, 821, 720]
discount-advertisement bbox=[841, 40, 1113, 552]
divider bbox=[287, 1470, 415, 1471]
divider bbox=[560, 845, 835, 846]
ad-content bbox=[855, 1318, 1099, 1498]
divider bbox=[562, 1296, 692, 1297]
ad-heading: JACK & LAUNDY. bbox=[727, 1405, 813, 1416]
divider bbox=[423, 685, 553, 686]
article-paragraph: By the Crown Prosecutor: While Trask had been in witness' employ they had occasionally had a few words. He suggested that Trask's story was a sheer invention. He had never given Trask the horse, and had never leased the horse to Trask or anybody else. Trask told witness that he had got the horse from Wright, and had paid Wright £35 for him. Witness never saw the cheque from Wright for £200. The reason witness had never asked how Trask came to get the horse was because he always looked upon Wright as the owner. bbox=[4, 1218, 140, 1372]
article-paragraph: Mr Wilford: You must answer the questions put to you, just like any other witness. bbox=[147, 600, 280, 630]
signature: W. NYE. bbox=[384, 1576, 415, 1586]
subscribe-text: SUBSCRIBE AT ANY POSTAL MONEY-ORDER OFFICE, BANK, OR THROUGH YOUR STOCK-BROKER, OR AT THE TREASURY, WELLINGTON. bbox=[581, 738, 818, 772]
po-heading: INVESTMENT CERTIFICATES. bbox=[667, 583, 732, 603]
divider bbox=[287, 1520, 415, 1521]
ad-heading: MONDAY! MONDAY! bbox=[442, 169, 542, 180]
